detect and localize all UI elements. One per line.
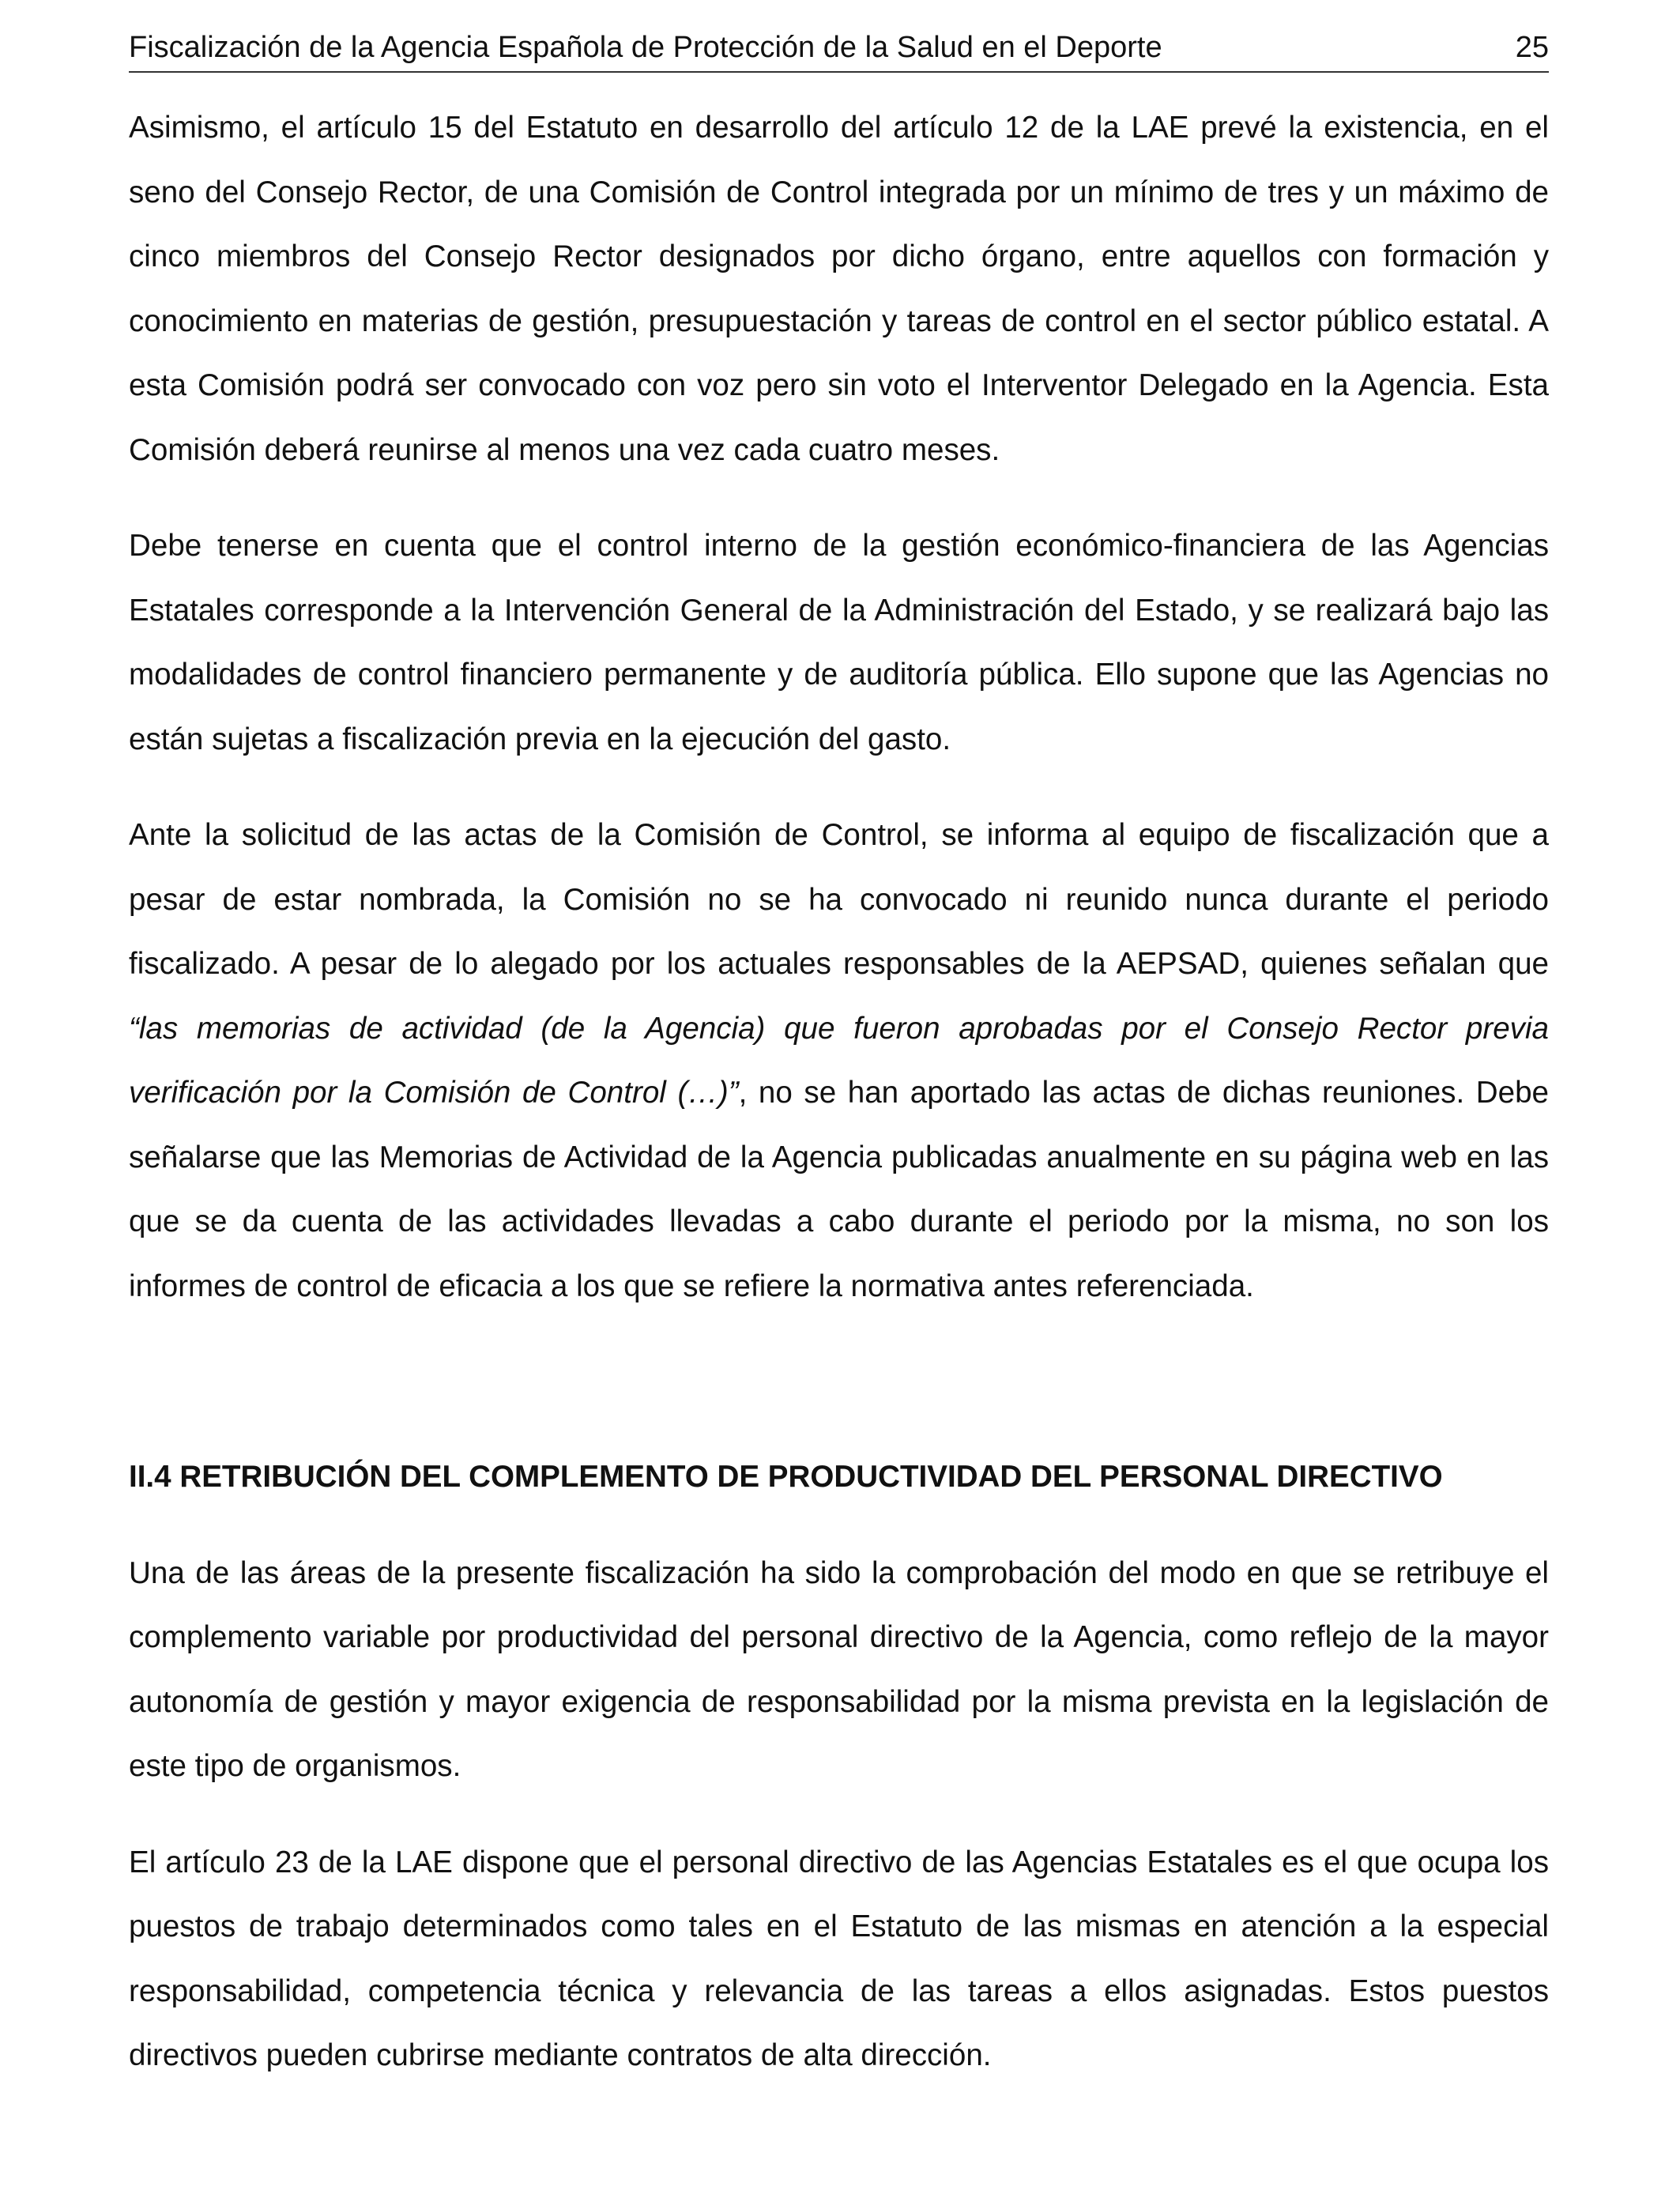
page-number: 25 <box>1515 31 1549 64</box>
paragraph-actas-quote: “las memorias de actividad (de la Agencia) que fueron aprobadas por el Consejo Rector previa verificación por la Comisión de Control (…)” <box>129 1011 1549 1110</box>
paragraph-actas-text-start: Ante la solicitud de las actas de la Comisión de Control, se informa al equipo de fiscalización que a pesar de estar nombrada, la Comisión no se ha convocado ni reunido nunca durante el periodo fiscalizado. A pesar de lo alegado por los actuales responsables de la AEPSAD, quienes señalan que <box>129 818 1549 981</box>
paragraph-comision-control: Asimismo, el artículo 15 del Estatuto en desarrollo del artículo 12 de la LAE prevé la existencia, en el seno del Consejo Rector, de una Comisión de Control integrada por un mínimo de tres y un máximo de cinco miembros del Consejo Rector designados por dicho órgano, entre aquellos con formación y conocimiento en materias de gestión, presupuestación y tareas de control en el sector público estatal. A esta Comisión podrá ser convocado con voz pero sin voto el Interventor Delegado en la Agencia. Esta Comisión deberá reunirse al menos una vez cada cuatro meses. <box>129 111 1549 467</box>
section-heading: II.4 RETRIBUCIÓN DEL COMPLEMENTO DE PRODUCTIVIDAD DEL PERSONAL DIRECTIVO <box>129 1460 1443 1494</box>
header-title: Fiscalización de la Agencia Española de Protección de la Salud en el Deporte <box>129 31 1162 64</box>
paragraph-personal-directivo: El artículo 23 de la LAE dispone que el personal directivo de las Agencias Estatales es el que ocupa los puestos de trabajo determinados como tales en el Estatuto de las mismas en atención a la especial responsabilidad, competencia técnica y relevancia de las tareas a ellos asignadas. Estos puestos directivos pueden cubrirse mediante contratos de alta dirección. <box>129 1845 1549 2072</box>
paragraph-actas-comision <box>129 803 1549 1318</box>
running-header <box>129 27 1549 73</box>
body-text <box>129 96 1549 2088</box>
paragraph-actas-text-end: , no se han aportado las actas de dichas reuniones. Debe señalarse que las Memorias de Actividad de la Agencia publicadas anualmente en su página web en las que se da cuenta de las actividades llevadas a cabo durante el periodo por la misma, no son los informes de control de eficacia a los que se refiere la normativa antes referenciada. <box>129 1076 1549 1303</box>
paragraph-control-interno: Debe tenerse en cuenta que el control interno de la gestión económico-financiera de las Agencias Estatales corresponde a la Intervención General de la Administración del Estado, y se realizará bajo las modalidades de control financiero permanente y de auditoría pública. Ello supone que las Agencias no están sujetas a fiscalización previa en la ejecución del gasto. <box>129 529 1549 756</box>
paragraph-complemento-productividad: Una de las áreas de la presente fiscalización ha sido la comprobación del modo en que se retribuye el complemento variable por productividad del personal directivo de la Agencia, como reflejo de la mayor autonomía de gestión y mayor exigencia de responsabilidad por la misma prevista en la legislación de este tipo de organismos. <box>129 1555 1549 1783</box>
